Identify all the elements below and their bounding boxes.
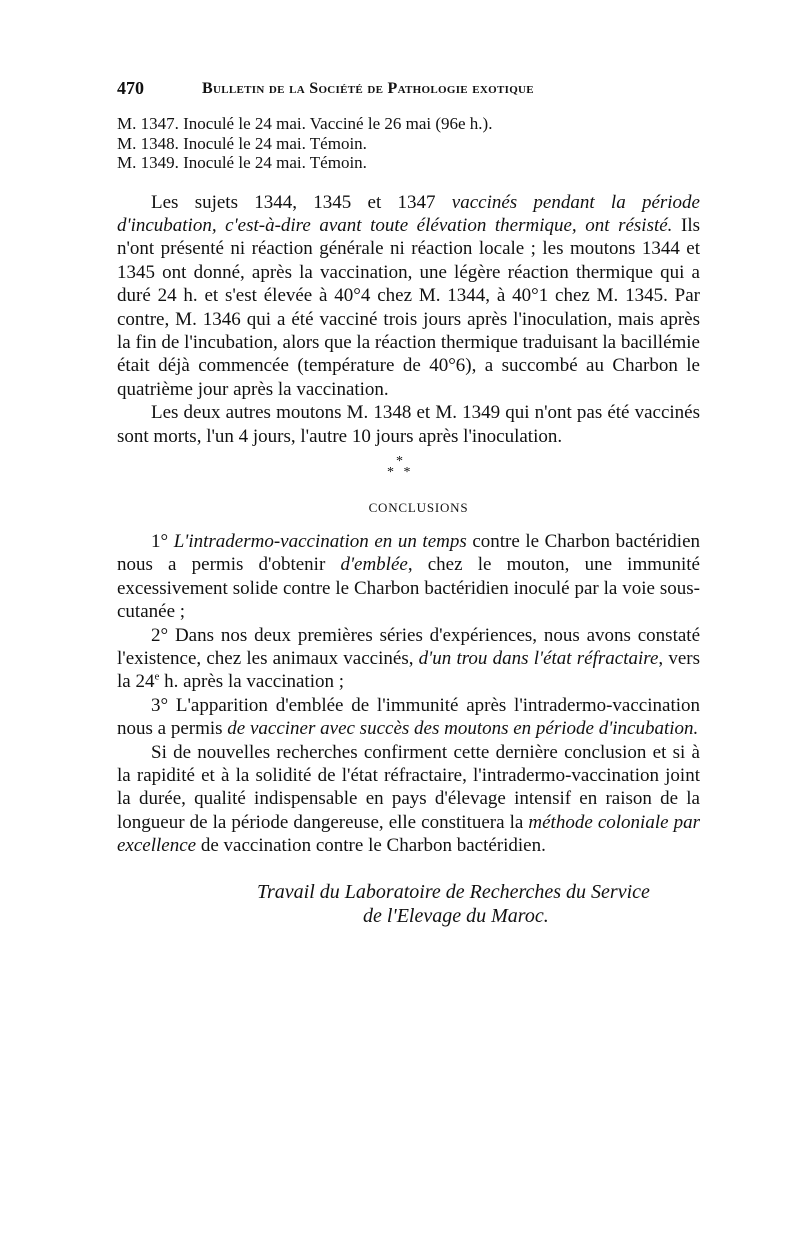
final-text-b: de vaccination contre le Charbon bactéridien.: [196, 835, 546, 857]
conclusion-2-number: 2°: [151, 624, 169, 646]
conclusion-2-text-a: Dans nos deux premières séries d'expériences, nous avons constaté l'existence, chez les animaux vaccinés,: [117, 624, 700, 669]
results-paragraph: [117, 191, 700, 402]
final-emphasis: méthode coloniale par excellence: [117, 811, 700, 857]
conclusion-1-number: 1°: [151, 530, 169, 552]
laboratory-credit: [117, 880, 700, 928]
animal-row: M. 1348. Inoculé le 24 mai. Témoin.: [117, 133, 367, 153]
conclusion-1: [117, 530, 700, 624]
final-text-a: Si de nouvelles recherches confirment cette dernière conclusion et si à la rapidité et à la solidité de l'état réfractaire, l'intradermo-vaccination joint la durée, qualité indispensable en pays d'élevage intensif en raison de la longueur de la période dangereuse, elle constituera la: [117, 741, 700, 833]
conclusion-1-emphasis-b: en un temps: [374, 530, 467, 552]
conclusions-heading: CONCLUSIONS: [368, 499, 469, 515]
animal-row: M. 1349. Inoculé le 24 mai. Témoin.: [117, 153, 367, 172]
section-separator: [117, 448, 700, 496]
page: [117, 78, 700, 928]
page-number: 470: [117, 78, 144, 98]
conclusion-2-superscript: e: [154, 671, 160, 684]
separator-star-top: *: [396, 453, 403, 469]
conclusion-2-emphasis: d'un trou dans l'état réfractaire: [418, 648, 659, 669]
results-rest: Ils n'ont présenté ni réaction générale ni réaction locale ; les moutons 1344 et 1345 ont donné, après la vaccination, une légère réaction thermique qui a duré 24 h. et s'est élevée à 40°4 chez M. 1344, à 40°1 chez M. 1345. Par contre, M. 1346 qui a été vacciné trois jours après l'inoculation, mais après la fin de l'incubation, alors que la réaction thermique traduisant la bacillémie était déjà commencée (température de 40°6), a succombé au Charbon le quatrième jour après la vaccination.: [117, 214, 700, 400]
conclusion-1-text-b: , chez le mouton, une immunité excessivement solide contre le Charbon bactéridien inoculé par la voie sous-cutanée ;: [117, 554, 700, 623]
conclusion-3-text-a: L'apparition d'emblée de l'immunité après l'intradermo-vaccination nous a permis: [117, 694, 700, 740]
conclusion-2-text-c: h. après la vaccination ;: [159, 671, 345, 693]
credit-line-2: de l'Elevage du Maroc.: [363, 904, 549, 927]
separator-stars-bottom: * *: [387, 464, 414, 480]
conclusion-1-emphasis-a: L'intradermo-vaccination: [173, 530, 369, 552]
credit-line-1: Travail du Laboratoire de Recherches du Service: [257, 880, 650, 903]
controls-paragraph: Les deux autres moutons M. 1348 et M. 1349 qui n'ont pas été vaccinés sont morts, l'un 4 jours, l'autre 10 jours après l'inoculation.: [117, 402, 700, 447]
animal-list: [117, 114, 700, 173]
running-title: Bulletin de la Société de Pathologie exotique: [202, 80, 534, 97]
results-lead: Les sujets 1344, 1345 et 1347: [151, 191, 452, 213]
conclusion-2: [117, 624, 700, 694]
conclusion-3-number: 3°: [151, 694, 169, 716]
page-header: [117, 78, 700, 110]
results-emphasis: vaccinés pendant la période d'incubation, c'est-à-dire avant toute élévation thermique, ont résisté.: [117, 191, 700, 236]
animal-row: M. 1347. Inoculé le 24 mai. Vacciné le 26 mai (96e h.).: [117, 114, 493, 133]
conclusion-1-emphasis-c: d'emblée: [340, 554, 408, 576]
conclusion-3-emphasis: de vacciner avec succès des moutons en période d'incubation.: [227, 718, 699, 740]
conclusion-2-text-b: , vers la 24: [117, 648, 701, 693]
conclusion-3: [117, 694, 700, 741]
conclusion-1-text-a: contre le Charbon bactéridien nous a permis d'obtenir: [117, 530, 701, 576]
final-paragraph: [117, 741, 700, 858]
